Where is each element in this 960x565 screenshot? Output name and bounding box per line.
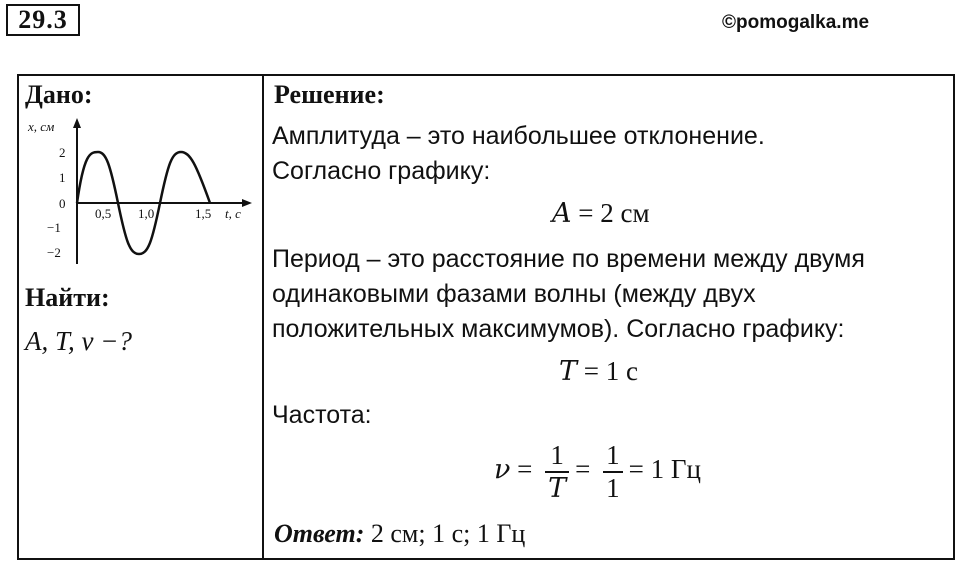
graph-y-tick-2: 2 xyxy=(59,145,66,160)
frequency-eq-2: = xyxy=(575,454,591,485)
problem-number: 29.3 xyxy=(6,4,80,36)
frequency-label: Частота: xyxy=(272,401,372,429)
frequency-result: = 1 Гц xyxy=(628,454,701,485)
fraction-1-numerator: 1 xyxy=(545,440,569,473)
watermark: ©pomogalka.me xyxy=(722,12,870,33)
period-formula xyxy=(559,356,638,387)
amplitude-value: = 2 см xyxy=(571,198,650,228)
solution-title: Решение: xyxy=(274,80,385,109)
answer-text: 2 см; 1 с; 1 Гц xyxy=(364,519,526,548)
column-divider xyxy=(262,74,264,560)
graph-x-label: t, с xyxy=(225,206,241,221)
find-expression: A, T, ν −? xyxy=(25,326,132,356)
period-definition-3: положительных максимумов). Согласно графику: xyxy=(272,315,845,343)
graph-x-arrow xyxy=(242,199,252,207)
graph-y-tick-1: 1 xyxy=(59,170,66,185)
frequency-eq: = xyxy=(510,454,533,485)
graph-x-tick-1-0: 1,0 xyxy=(138,206,155,221)
frequency-var: ν xyxy=(494,454,511,486)
period-definition-1: Период – это расстояние по времени между двумя xyxy=(272,245,865,273)
fraction-2-numerator: 1 xyxy=(603,440,623,473)
frequency-formula xyxy=(494,440,701,504)
fraction-1-denominator: T xyxy=(548,473,567,504)
graph-y-tick-minus-1: −1 xyxy=(47,220,61,235)
find-title: Найти: xyxy=(25,283,110,312)
answer-label: Ответ: xyxy=(274,519,365,548)
according-to-graph-1: Согласно графику: xyxy=(272,157,491,185)
answer xyxy=(274,519,525,549)
oscillation-graph xyxy=(22,114,254,270)
period-value: = 1 с xyxy=(577,356,638,386)
graph-x-tick-1-5: 1,5 xyxy=(195,206,212,221)
graph-y-arrow xyxy=(73,118,81,128)
fraction-1-over-T xyxy=(545,440,569,504)
period-var: T xyxy=(559,356,578,387)
fraction-2-denominator: 1 xyxy=(606,473,620,503)
fraction-1-over-1 xyxy=(603,440,623,504)
graph-y-tick-minus-2: −2 xyxy=(47,245,61,260)
amplitude-formula xyxy=(552,198,650,229)
given-title: Дано: xyxy=(25,80,93,109)
graph-x-tick-0-5: 0,5 xyxy=(95,206,112,221)
amplitude-definition: Амплитуда – это наибольшее отклонение. xyxy=(272,122,765,150)
period-definition-2: одинаковыми фазами волны (между двух xyxy=(272,280,756,308)
graph-y-label: x, см xyxy=(28,119,55,134)
graph-y-tick-0: 0 xyxy=(59,196,66,211)
amplitude-var: A xyxy=(552,198,572,229)
